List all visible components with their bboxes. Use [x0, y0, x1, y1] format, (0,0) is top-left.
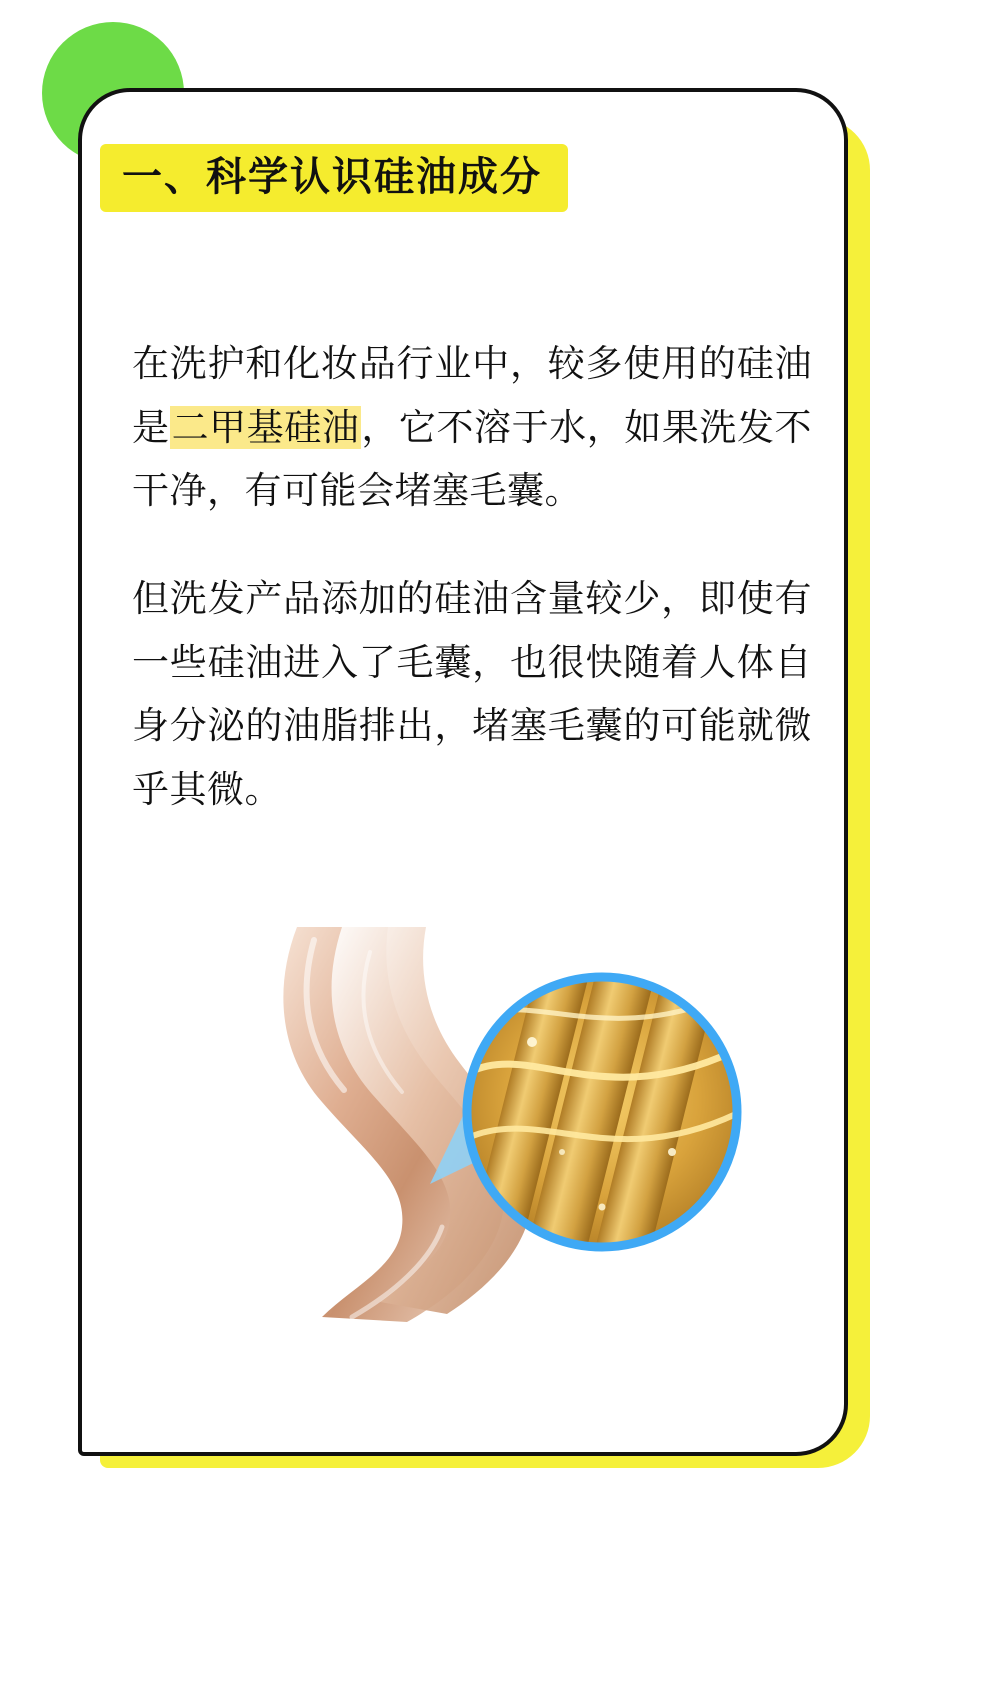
- hair-strand-magnifier-illustration: [202, 922, 762, 1352]
- body-copy: [132, 332, 812, 821]
- paragraph-1-after: ，它不溶于水，如果洗发不干净，有可能会堵塞毛囊。: [132, 406, 813, 512]
- paragraph-1-highlight: 二甲基硅油: [171, 406, 360, 448]
- content-card: [78, 88, 848, 1456]
- heading-text: 一、科学认识硅油成分: [122, 155, 542, 199]
- paragraph-1: [132, 332, 812, 523]
- section-heading: [100, 144, 568, 212]
- paragraph-1-before: 在洗护和化妆品行业中，较多使用的硅油是: [132, 343, 812, 448]
- illustration-svg: [202, 922, 762, 1352]
- heading-badge: [100, 144, 568, 212]
- paragraph-2-text: 但洗发产品添加的硅油含量较少，即使有一些硅油进入了毛囊，也很快随着人体自身分泌的油脂排出，堵塞毛囊的可能就微乎其微。: [132, 577, 812, 810]
- paragraph-2: [132, 567, 812, 822]
